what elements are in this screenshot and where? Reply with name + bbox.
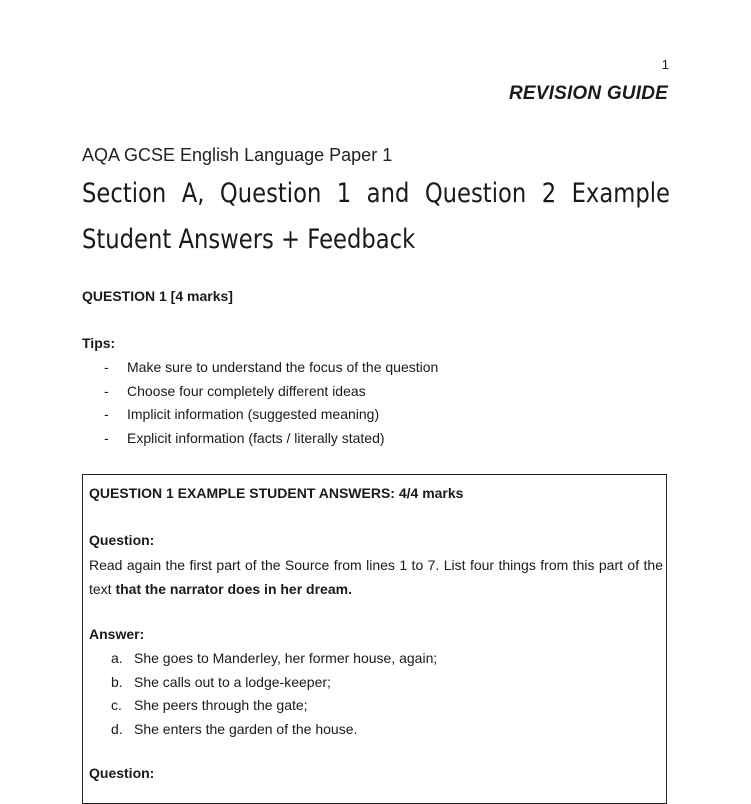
tip-item: - Explicit information (facts / literally stated)	[104, 427, 438, 451]
tips-list	[104, 356, 438, 451]
answer-item	[111, 718, 437, 742]
tip-item: - Make sure to understand the focus of the question	[104, 356, 438, 380]
tip-item: - Implicit information (suggested meaning)	[104, 403, 438, 427]
answer-item	[111, 671, 437, 695]
answer-text: She enters the garden of the house.	[134, 720, 358, 737]
answer-item	[111, 647, 437, 671]
answer-marker: b.	[111, 673, 123, 690]
next-question-label: Question:	[89, 765, 155, 781]
answer-text: She calls out to a lodge-keeper;	[134, 673, 331, 690]
example-answers-box	[82, 474, 667, 804]
answer-text: She goes to Manderley, her former house, again;	[134, 650, 438, 666]
question-text	[89, 553, 663, 601]
question-text-body: Read again the first part of the Source from lines 1 to 7. List four things from this part of the text	[89, 557, 663, 597]
question-1-heading: QUESTION 1 [4 marks]	[82, 288, 233, 304]
question-text-emphasis: that the narrator does in her dream.	[115, 581, 352, 597]
answer-marker: a.	[111, 650, 123, 666]
answer-marker: d.	[111, 720, 123, 737]
answer-marker: c.	[111, 697, 122, 713]
tips-label: Tips:	[82, 335, 116, 351]
answer-list	[111, 647, 437, 741]
answer-item	[111, 694, 437, 718]
page-number: 1	[661, 57, 669, 72]
question-label: Question:	[89, 532, 155, 548]
revision-guide-label: REVISION GUIDE	[508, 83, 668, 104]
example-box-title: QUESTION 1 EXAMPLE STUDENT ANSWERS: 4/4 marks	[89, 485, 464, 501]
subject-line: AQA GCSE English Language Paper 1	[82, 145, 393, 165]
tip-item: - Choose four completely different ideas	[104, 380, 438, 404]
answer-text: She peers through the gate;	[134, 697, 308, 713]
answer-label: Answer:	[89, 626, 145, 642]
page-title: Section A, Question 1 and Question 2 Example Student Answers + Feedback	[82, 178, 670, 255]
